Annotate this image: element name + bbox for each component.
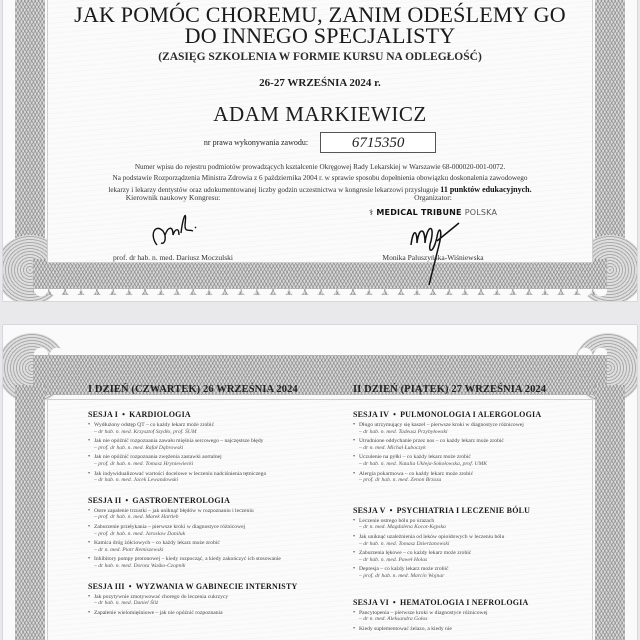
- separator: •: [125, 495, 129, 505]
- day-1-column: [88, 384, 318, 616]
- talk-speaker: – prof. dr hab. n. med. Marcin Wojnar: [359, 572, 445, 579]
- session-number: SESJA I: [88, 410, 119, 419]
- session-heading: [88, 496, 318, 505]
- talk-item: [88, 610, 318, 617]
- session-heading: [88, 582, 318, 591]
- talk-item: [353, 518, 583, 531]
- talk-item: [88, 594, 318, 607]
- session-number: SESJA II: [88, 495, 122, 505]
- talk-title: Wydłużony odstęp QT – co każdy lekarz może zrobić: [94, 422, 215, 428]
- session-topic: HEMATOLOGIA I NEFROLOGIA: [399, 597, 529, 607]
- talk-speaker: – dr hab. n. med. Krzysztof Szydło, prof. ŚUM: [94, 428, 197, 435]
- session-2: [88, 496, 318, 570]
- talk-title: Utrudnione oddychanie przez nos – co każdy lekarz może zrobić: [359, 438, 504, 445]
- talk-item: [353, 610, 583, 623]
- session-6: [353, 598, 583, 633]
- session-heading: [353, 506, 583, 515]
- talk-item: [353, 550, 583, 563]
- talk-item: [353, 566, 583, 579]
- talk-title: Zaburzenie przełykania – pierwsze kroki w diagnostyce różnicowej: [94, 523, 246, 530]
- talk-item: [88, 508, 318, 521]
- session-topic: GASTROENTEROLOGIA: [132, 495, 231, 505]
- talk-speaker: – dr hab. n. med. Tadeusz Przybyłowski: [359, 428, 448, 435]
- scalloped-edge: [33, 289, 607, 302]
- talk-title: Jak indywidualizować wartości docelowe w leczeniu nadciśnienia tętniczego: [94, 470, 267, 477]
- session-heading: [88, 410, 318, 419]
- title-line-2: DO INNEGO SPECJALISTY: [184, 23, 456, 48]
- talk-title: Kamica dróg żółciowych – co każdy lekarz może zrobić: [94, 540, 220, 547]
- talk-title: Jak pozytywnie zmotywować chorego do leczenia cukrzycy: [94, 593, 229, 600]
- session-topic: KARDIOLOGIA: [129, 410, 191, 419]
- participant-name: ADAM MARKIEWICZ: [213, 102, 427, 126]
- talk-speaker: – dr hab. n. med. Daniel Śliż: [94, 600, 159, 607]
- talk-speaker: – dr n. med. Michał Łuboczyk: [359, 444, 426, 451]
- legal-line-1: Numer wpisu do rejestru podmiotów prowadzących kształcenie Okręgowej Rady Lekarskiej w Warszawie 68-000020-001-0072.: [134, 163, 506, 171]
- course-format: (ZASIĘG SZKOLENIA W FORMIE KURSU NA ODLEGŁOŚĆ): [158, 51, 482, 63]
- sign-name-right: Monika Paluszyńska-Wiśniewska: [382, 253, 484, 262]
- session-1: [88, 410, 318, 484]
- scalloped-edge: [33, 341, 607, 355]
- talk-title: Leczenie ostrego bólu po urazach: [359, 517, 435, 524]
- title-line-1: JAK POMÓC CHOREMU, ZANIM ODEŚLEMY GO: [74, 2, 566, 27]
- session-topic: PULMONOLOGIA I ALERGOLOGIA: [400, 410, 542, 419]
- talk-title: Jak uniknąć uzależnienia od leków opioidowych w leczeniu bólu: [359, 533, 505, 540]
- talk-speaker: – dr hab. n. med. Paweł Holas: [359, 556, 428, 563]
- legal-line-2: Na podstawie Rozporządzenia Ministra Zdrowia z 6 października 2004 r. w sprawie sposobu dopełnienia obowiązku doskonalenia zawodowego: [112, 174, 528, 182]
- logo-light-text: POLSKA: [464, 208, 498, 217]
- sign-role-left: Kierownik naukowy Kongresu:: [125, 193, 221, 202]
- talk-speaker: – prof. dr hab. n. med. Rafał Dąbrowski: [94, 444, 184, 451]
- talk-speaker: – dr n. med. Aleksandra Gołos: [359, 616, 428, 623]
- talk-item: [353, 454, 583, 467]
- talk-title: Ostre zapalenie trzustki – jak uniknąć błędów w rozpoznaniu i leczeniu: [94, 507, 254, 514]
- separator: •: [389, 505, 393, 515]
- license-label: nr prawa wykonywania zawodu:: [203, 138, 309, 147]
- caduceus-icon: ⚕: [368, 208, 374, 217]
- education-points: 11 punktów edukacyjnych.: [440, 185, 532, 194]
- session-number: SESJA V: [353, 505, 386, 515]
- talk-speaker: – dr n. med. Magdalena Kocot-Kępska: [359, 524, 446, 531]
- session-3: [88, 582, 318, 617]
- talk-speaker: – dr n. med. Piotr Remiszewski: [94, 546, 164, 553]
- separator: •: [128, 581, 132, 591]
- talk-item: [353, 471, 583, 484]
- separator: •: [392, 597, 396, 607]
- session-heading: [353, 598, 583, 607]
- talk-item: [88, 471, 318, 484]
- legal-notice: [48, 162, 592, 196]
- talk-title: Jak nie opóźnić rozpoznania zwężenia zastawki aortalnej: [94, 454, 222, 461]
- talk-title: Kiedy suplementować żelazo, a kiedy nie: [359, 625, 452, 632]
- logo-bold-text: MEDICAL TRIBUNE: [376, 208, 462, 217]
- license-row: [48, 132, 592, 153]
- talk-item: [88, 524, 318, 537]
- talk-speaker: – prof. dr hab. n. med. Marek Hartleb: [94, 514, 179, 521]
- session-topic: PSYCHIATRIA I LECZENIE BÓLU: [396, 505, 531, 515]
- talk-title: Alergia pokarmowa – co każdy lekarz może zrobić: [359, 470, 474, 477]
- talk-title: Inhibitory pompy protonowej – kiedy rozpocząć, a kiedy zakończyć ich stosowanie: [94, 556, 281, 563]
- separator: •: [393, 410, 397, 419]
- session-5: [353, 506, 583, 580]
- talk-item: [353, 422, 583, 435]
- talk-item: [88, 556, 318, 569]
- signatures: [3, 193, 637, 273]
- talk-speaker: – dr hab. n. med. Dorota Waśko-Czopnik: [94, 562, 186, 569]
- talk-speaker: – prof. dr hab. n. med. Zenon Brzoza: [359, 477, 442, 484]
- sign-role-right: Organizator:: [414, 193, 452, 202]
- certificate-page: [2, 0, 638, 302]
- session-heading: [353, 410, 583, 419]
- talk-item: [353, 534, 583, 547]
- talk-title: Jak nie opóźnić rozpoznania zawału mięśnia sercowego – najczęstsze błędy: [94, 438, 264, 445]
- talk-speaker: – dr hab. n. med. Tomasz Dzierżanowski: [359, 540, 450, 547]
- handwritten-signature-icon: [143, 205, 203, 253]
- organizer-signature: [343, 193, 523, 262]
- day-2-column: [353, 384, 583, 632]
- separator: •: [122, 410, 126, 419]
- guilloche-border-right: [595, 385, 625, 640]
- scientific-director-signature: [83, 193, 263, 262]
- talk-item: [88, 540, 318, 553]
- talk-speaker: – prof. dr hab. n. med. Tomasz Hryniewiecki: [94, 460, 194, 467]
- legal-line-3-text: lekarzy i lekarzy dentystów oraz udokumentowanej liczby godzin uczestnictwa w kongresie lekarzowi przysługuje: [108, 186, 439, 194]
- talk-title: Pancytopenia – pierwsze kroki w diagnostyce różnicowej: [359, 609, 488, 616]
- certificate-title: [48, 4, 592, 46]
- talk-speaker: – prof. dr hab. n. med. Jarosław Daniluk: [94, 530, 186, 537]
- session-topic: WYZWANIA W GABINECIE INTERNISTY: [135, 581, 298, 591]
- session-4: [353, 410, 583, 484]
- talk-item: [88, 454, 318, 467]
- talk-title: Zapalenie wielomięśniowe – jak nie opóźnić rozpoznania: [94, 609, 223, 616]
- license-number-box: 6715350: [320, 132, 436, 153]
- talk-title: Zaburzenia lękowe – co każdy lekarz może zrobić: [359, 550, 472, 557]
- session-number: SESJA VI: [353, 597, 389, 607]
- day-2-title: II DZIEŃ (PIĄTEK) 27 WRZEŚNIA 2024: [353, 384, 547, 395]
- day-1-title: I DZIEŃ (CZWARTEK) 26 WRZEŚNIA 2024: [88, 384, 298, 395]
- talk-title: Uczulenie na pyłki – co każdy lekarz może zrobić: [359, 454, 471, 461]
- guilloche-border-left: [15, 385, 45, 640]
- session-number: SESJA IV: [353, 410, 390, 419]
- talk-title: Depresja – co każdy lekarz może zrobić: [359, 566, 449, 573]
- talk-item: [353, 438, 583, 451]
- session-number: SESJA III: [88, 581, 125, 591]
- talk-speaker: – dr hab. n. med. Natalia Ukleja-Sokołowska, prof. UMK: [359, 460, 487, 467]
- talk-item: [88, 438, 318, 451]
- course-dates: 26-27 WRZEŚNIA 2024 r.: [259, 77, 381, 89]
- talk-speaker: – dr hab. n. med. Jacek Lewandowski: [94, 477, 179, 484]
- sign-name-left: prof. dr hab. n. med. Dariusz Moczulski: [113, 253, 233, 262]
- talk-title: Długo utrzymujący się kaszel – pierwsze kroki w diagnostyce różnicowej: [359, 422, 524, 428]
- talk-item: [88, 422, 318, 435]
- talk-item: [353, 626, 583, 633]
